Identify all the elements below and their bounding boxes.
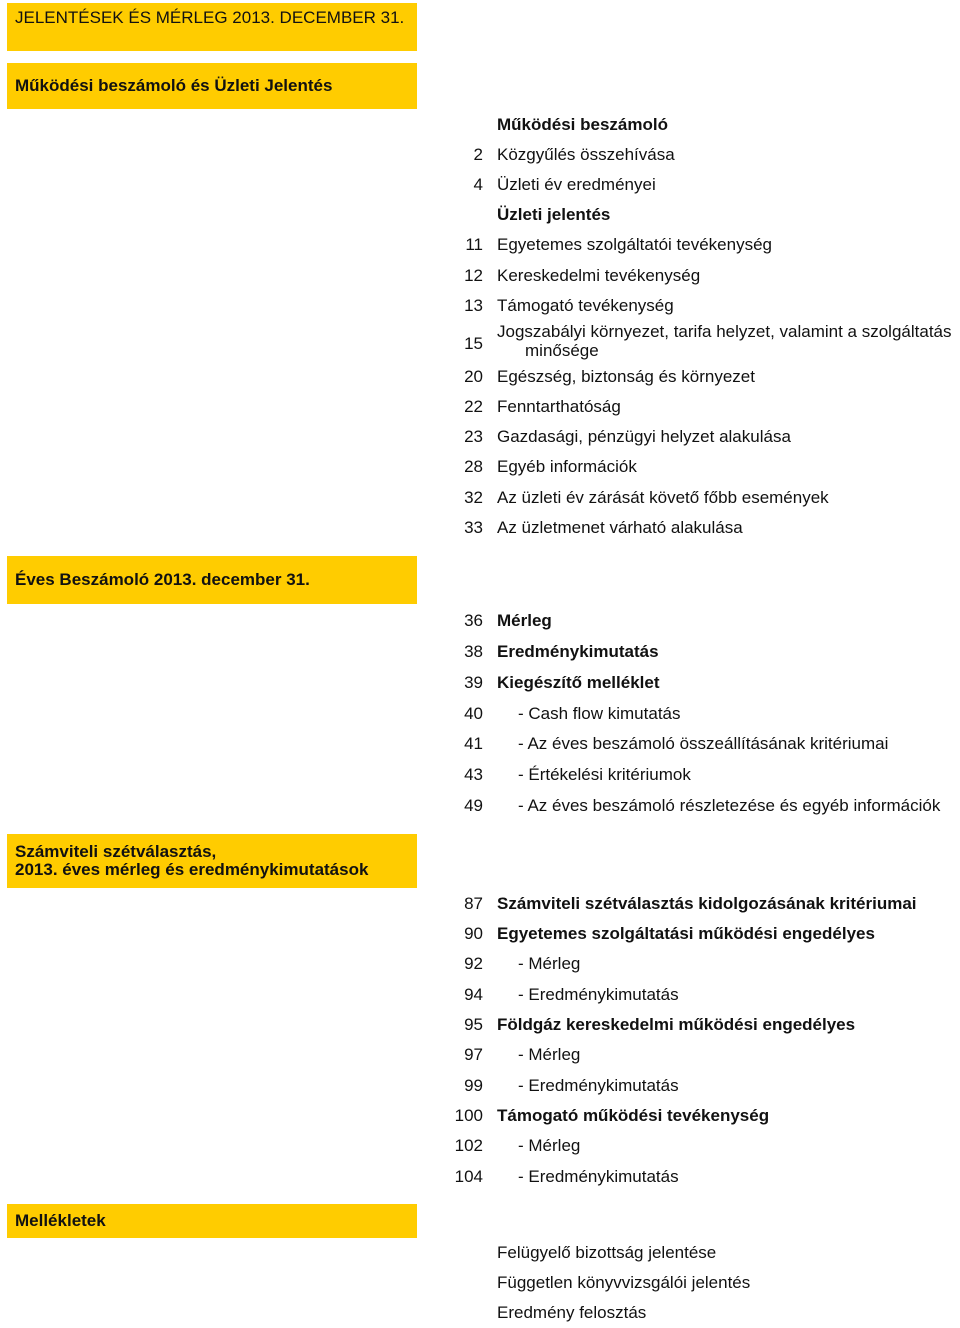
toc-entry[interactable] <box>0 1010 960 1040</box>
toc-text: - Mérleg <box>518 1045 581 1064</box>
toc-page-number: 4 <box>473 175 483 194</box>
toc-heading: Mérleg <box>497 611 552 630</box>
toc-page-number: 11 <box>465 235 483 254</box>
toc-page-number: 38 <box>464 642 483 661</box>
toc-heading: Támogató működési tevékenység <box>497 1106 770 1125</box>
toc-entry[interactable] <box>0 452 960 482</box>
toc-text: Közgyűlés összehívása <box>497 145 675 164</box>
toc-page-number: 12 <box>464 266 483 285</box>
toc-heading: Egyetemes szolgáltatási működési engedélyes <box>497 924 875 943</box>
toc-entry[interactable] <box>0 362 960 392</box>
toc-text: - Eredménykimutatás <box>518 985 679 1004</box>
toc-entry[interactable] <box>0 1071 960 1101</box>
toc-text: Felügyelő bizottság jelentése <box>497 1243 717 1262</box>
toc-entry[interactable] <box>0 1101 960 1131</box>
toc-page-number: 32 <box>464 488 483 507</box>
toc-text: Jogszabályi környezet, tarifa helyzet, valamint a szolgáltatás minősége <box>497 322 952 360</box>
toc-page-number: 41 <box>464 734 483 753</box>
toc-page-number: 97 <box>464 1045 483 1064</box>
toc-entry[interactable] <box>0 889 960 919</box>
toc-page-number: 99 <box>464 1076 483 1095</box>
toc-entry[interactable] <box>0 1268 960 1298</box>
toc-text: Eredmény felosztás <box>497 1303 647 1322</box>
toc-heading: Üzleti jelentés <box>497 205 611 224</box>
toc-entry[interactable] <box>0 729 960 759</box>
toc-text: Egyéb információk <box>497 457 637 476</box>
toc-text: Gazdasági, pénzügyi helyzet alakulása <box>497 427 791 446</box>
toc-page-number: 102 <box>454 1136 483 1155</box>
toc-text: - Mérleg <box>518 954 581 973</box>
toc-entry[interactable] <box>0 513 960 543</box>
toc-entry[interactable] <box>0 1162 960 1192</box>
toc-page-number: 13 <box>464 296 483 315</box>
toc-page-number: 40 <box>464 704 483 723</box>
toc-text: - Mérleg <box>518 1136 581 1155</box>
report-title: JELENTÉSEK ÉS MÉRLEG 2013. DECEMBER 31. <box>7 3 417 51</box>
toc-entry[interactable] <box>0 1298 960 1328</box>
toc-entry[interactable] <box>0 1040 960 1070</box>
toc-page-number: 92 <box>464 954 483 973</box>
section-header-operations-report: Működési beszámoló és Üzleti Jelentés <box>7 63 417 109</box>
toc-heading: Működési beszámoló <box>497 115 668 134</box>
toc-page-number: 23 <box>464 427 483 446</box>
toc-text: Üzleti év eredményei <box>497 175 656 194</box>
toc-text: - Értékelési kritériumok <box>518 765 691 784</box>
toc-text: Az üzleti év zárását követő főbb események <box>497 488 829 507</box>
toc-entry[interactable] <box>0 760 960 790</box>
toc-entry[interactable] <box>0 110 960 140</box>
toc-entry[interactable] <box>0 791 960 821</box>
toc-page-number: 94 <box>464 985 483 1004</box>
toc-page-number: 43 <box>464 765 483 784</box>
toc-heading: Eredménykimutatás <box>497 642 659 661</box>
toc-entry[interactable] <box>0 1238 960 1268</box>
toc-entry[interactable] <box>0 170 960 200</box>
toc-entry[interactable] <box>0 699 960 729</box>
toc-entry[interactable] <box>0 483 960 513</box>
toc-entry[interactable] <box>0 422 960 452</box>
toc-page-number: 28 <box>464 457 483 476</box>
toc-heading: Számviteli szétválasztás kidolgozásának kritériumai <box>497 894 917 913</box>
section-header-accounting-separation: Számviteli szétválasztás, 2013. éves mérleg és eredménykimutatások <box>7 834 417 888</box>
toc-text: Egészség, biztonság és környezet <box>497 367 755 386</box>
toc-text: Az üzletmenet várható alakulása <box>497 518 743 537</box>
toc-entry[interactable] <box>0 949 960 979</box>
toc-heading: Földgáz kereskedelmi működési engedélyes <box>497 1015 856 1034</box>
toc-page-number: 36 <box>464 611 483 630</box>
toc-page-number: 33 <box>464 518 483 537</box>
toc-entry[interactable] <box>0 140 960 170</box>
section-header-appendices: Mellékletek <box>7 1204 417 1238</box>
toc-text: Egyetemes szolgáltatói tevékenység <box>497 235 772 254</box>
toc-entry[interactable] <box>0 261 960 291</box>
section-header-annual-report: Éves Beszámoló 2013. december 31. <box>7 556 417 604</box>
toc-page-number: 87 <box>464 894 483 913</box>
toc-entry[interactable] <box>0 668 960 698</box>
toc-entry[interactable] <box>0 980 960 1010</box>
toc-entry[interactable] <box>0 637 960 667</box>
toc-page-number: 39 <box>464 673 483 692</box>
toc-page-number: 15 <box>464 334 483 353</box>
toc-text: - Eredménykimutatás <box>518 1076 679 1095</box>
toc-page-number: 104 <box>454 1167 483 1186</box>
toc-text: Kereskedelmi tevékenység <box>497 266 701 285</box>
toc-page-number: 2 <box>473 145 483 164</box>
toc-entry[interactable] <box>0 919 960 949</box>
toc-page-number: 95 <box>464 1015 483 1034</box>
toc-entry[interactable] <box>0 291 960 321</box>
toc-page-number: 49 <box>464 796 483 815</box>
toc-entry[interactable] <box>0 1131 960 1161</box>
toc-entry[interactable] <box>0 322 960 366</box>
toc-text: - Eredménykimutatás <box>518 1167 679 1186</box>
toc-text: Támogató tevékenység <box>497 296 674 315</box>
toc-entry[interactable] <box>0 606 960 636</box>
toc-page-number: 20 <box>464 367 483 386</box>
toc-page-number: 90 <box>464 924 483 943</box>
toc-entry[interactable] <box>0 200 960 230</box>
toc-heading: Kiegészítő melléklet <box>497 673 660 692</box>
toc-text: - Az éves beszámoló összeállításának kritériumai <box>518 734 889 753</box>
toc-text: Független könyvvizsgálói jelentés <box>497 1273 751 1292</box>
toc-page-number: 100 <box>454 1106 483 1125</box>
toc-text: - Cash flow kimutatás <box>518 704 681 723</box>
toc-page-number: 22 <box>464 397 483 416</box>
toc-entry[interactable] <box>0 392 960 422</box>
toc-text: - Az éves beszámoló részletezése és egyéb információk <box>518 796 941 815</box>
toc-entry[interactable] <box>0 230 960 260</box>
toc-text: Fenntarthatóság <box>497 397 621 416</box>
